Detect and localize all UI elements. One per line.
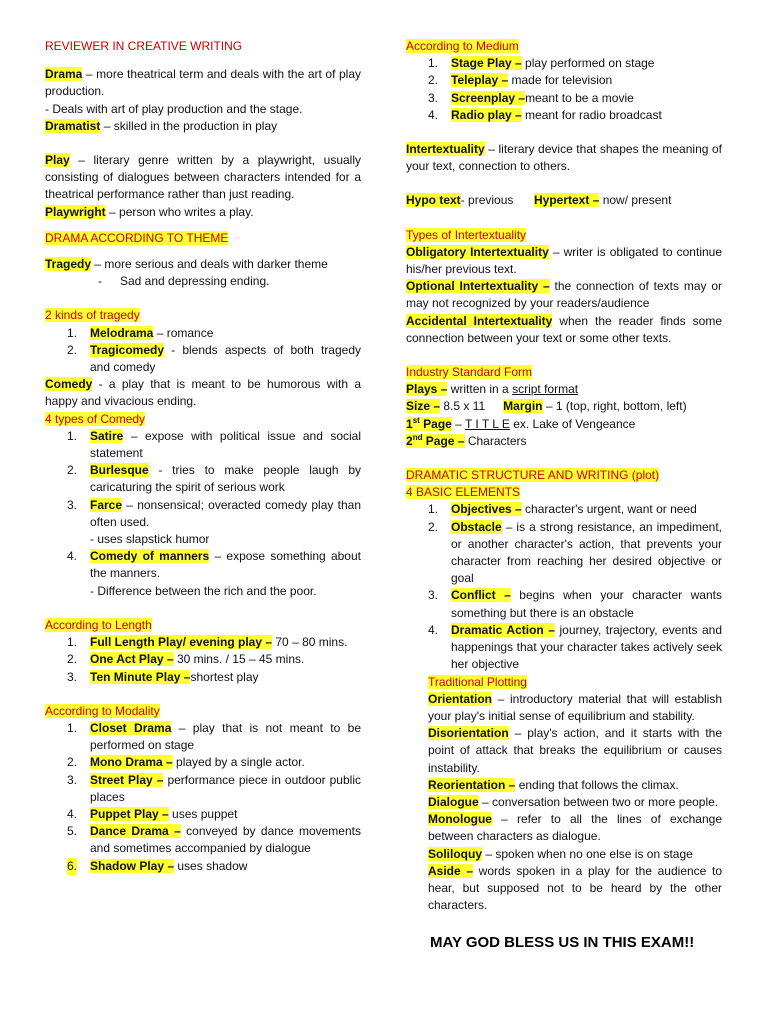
aside-definition: Aside – words spoken in a play for the audience to hear, but supposed not to be heard by the other characters. — [428, 863, 722, 913]
structure-heading: DRAMATIC STRUCTURE AND WRITING (plot) — [406, 468, 660, 483]
optional-intertextuality: Optional Intertextuality – the connection of texts may or may not recognized by your readers/audience — [406, 279, 722, 311]
list-item: 1. Melodrama – romance — [67, 325, 214, 340]
modality-types-list — [45, 720, 361, 875]
document-title: REVIEWER IN CREATIVE WRITING — [45, 39, 243, 53]
comedy-types-list — [45, 428, 361, 600]
list-item: 2. One Act Play – 30 mins. / 15 – 45 mins. — [67, 652, 305, 667]
list-item: 2. Tragicomedy - blends aspects of both tragedy and comedy — [67, 342, 361, 375]
plays-format: Plays – written in a script format — [406, 382, 579, 397]
intertextuality-definition: Intertextuality – literary device that shapes the meaning of your text, connection to others. — [406, 142, 722, 174]
right-column — [406, 38, 722, 914]
kinds-of-tragedy-heading: 2 kinds of tragedy — [45, 308, 140, 323]
obligatory-intertextuality: Obligatory Intertextuality – writer is obligated to continue his/her previous text. — [406, 244, 723, 277]
drama-note: - Deals with art of play production and the stage. — [45, 101, 303, 116]
hypotext-hypertext: Hypo text- previous Hypertext – now/ present — [406, 193, 672, 208]
industry-heading: Industry Standard Form — [406, 365, 533, 380]
term-drama: Drama — [45, 67, 83, 82]
tragedy-definition: Tragedy – more serious and deals with darker theme — [45, 257, 328, 272]
list-item: 3. Street Play – performance piece in outdoor public places — [67, 772, 361, 804]
disorientation-definition: Disorientation – play's action, and it starts with the point of attack that breaks the equilibrium or causes instability. — [428, 726, 722, 775]
traditional-plotting-heading: Traditional Plotting — [428, 674, 527, 689]
list-item: 2. Teleplay – made for television — [428, 73, 613, 88]
left-column — [45, 38, 361, 875]
medium-types-list — [406, 55, 722, 124]
soliloquy-definition: Soliloquy – spoken when no one else is on stage — [428, 846, 693, 861]
dialogue-definition: Dialogue – conversation between two or more people. — [428, 794, 719, 809]
list-item: 1. Full Length Play/ evening play – 70 – 80 mins. — [67, 635, 348, 650]
list-item: 4. Radio play – meant for radio broadcast — [428, 107, 662, 122]
tragedy-types-list — [45, 325, 361, 377]
basic-elements-heading: 4 BASIC ELEMENTS — [406, 485, 521, 500]
accidental-intertextuality: Accidental Intertextuality when the reader finds some connection between your text or some other texts. — [406, 313, 722, 345]
length-heading: According to Length — [45, 617, 152, 632]
list-item: 5. Dance Drama – conveyed by dance movements and sometimes accompanied by dialogue — [67, 824, 361, 856]
size-margin: Size – 8.5 x 11 Margin – 1 (top, right, bottom, left) — [406, 399, 687, 414]
play-definition: Play – literary genre written by a playwright, usually consisting of dialogues between characters intended for a theatrical performance rather than just reading. — [45, 153, 361, 202]
tragedy-sub-note: - Sad and depressing ending. — [98, 274, 270, 289]
drama-definition: Drama – more theatrical term and deals with the art of play production. — [45, 67, 361, 99]
length-types-list — [45, 634, 361, 686]
list-item: 4. Puppet Play – uses puppet — [67, 806, 238, 821]
reorientation-definition: Reorientation – ending that follows the climax. — [428, 777, 679, 792]
list-item: 1. Objectives – character's urgent, want or need — [428, 502, 697, 517]
list-item: 2. Burlesque - tries to make people laugh by caricaturing the spirit of serious work — [67, 463, 361, 495]
types-intertextuality-heading: Types of Intertextuality — [406, 227, 527, 242]
first-page: 1st Page – T I T L E ex. Lake of Vengeance — [406, 415, 636, 431]
list-item: 4. Dramatic Action – journey, trajectory, events and happenings that your character takes actively seek her objective — [428, 622, 723, 672]
list-item: 1. Stage Play – play performed on stage — [428, 56, 655, 71]
list-item: 3. Ten Minute Play –shortest play — [67, 669, 259, 684]
medium-heading: According to Medium — [406, 39, 519, 53]
playwright-definition: Playwright – person who writes a play. — [45, 204, 254, 219]
modality-heading: According to Modality — [45, 703, 160, 718]
closing-message: MAY GOD BLESS US IN THIS EXAM!! — [430, 934, 695, 951]
list-item: 3. Farce – nonsensical; overacted comedy play than often used. - uses slapstick humor — [67, 497, 361, 547]
comedy-types-heading: 4 types of Comedy — [45, 411, 146, 426]
list-item: 1. Closet Drama – play that is not meant to be performed on stage — [67, 720, 361, 753]
traditional-plotting-section — [406, 674, 722, 915]
list-item: 2. Obstacle – is a strong resistance, an impediment, or another character's action, that prevents your character from reaching her desired objective or goal — [428, 519, 722, 586]
list-item: 6. Shadow Play – uses shadow — [45, 858, 361, 875]
orientation-definition: Orientation – introductory material that will establish your play's initial sense of equilibrium and stability. — [428, 691, 722, 723]
comedy-definition: Comedy - a play that is meant to be humorous with a happy and vivacious ending. — [45, 377, 361, 409]
list-item: 3. Screenplay –meant to be a movie — [428, 90, 634, 105]
monologue-definition: Monologue – refer to all the lines of exchange between characters as dialogue. — [428, 812, 722, 844]
theme-heading: DRAMA ACCORDING TO THEME — [45, 230, 229, 245]
basic-elements-list — [406, 501, 722, 673]
list-item: 4. Comedy of manners – expose something about the manners. - Difference between the rich and the poor. — [67, 549, 361, 598]
list-item: 2. Mono Drama – played by a single actor. — [67, 755, 305, 770]
dramatist-definition: Dramatist – skilled in the production in play — [45, 118, 278, 133]
list-item: 3. Conflict – begins when your character wants something but there is an obstacle — [428, 588, 722, 620]
second-page: 2nd Page – Characters — [406, 432, 527, 448]
list-item: 1. Satire – expose with political issue and social statement — [67, 428, 361, 461]
